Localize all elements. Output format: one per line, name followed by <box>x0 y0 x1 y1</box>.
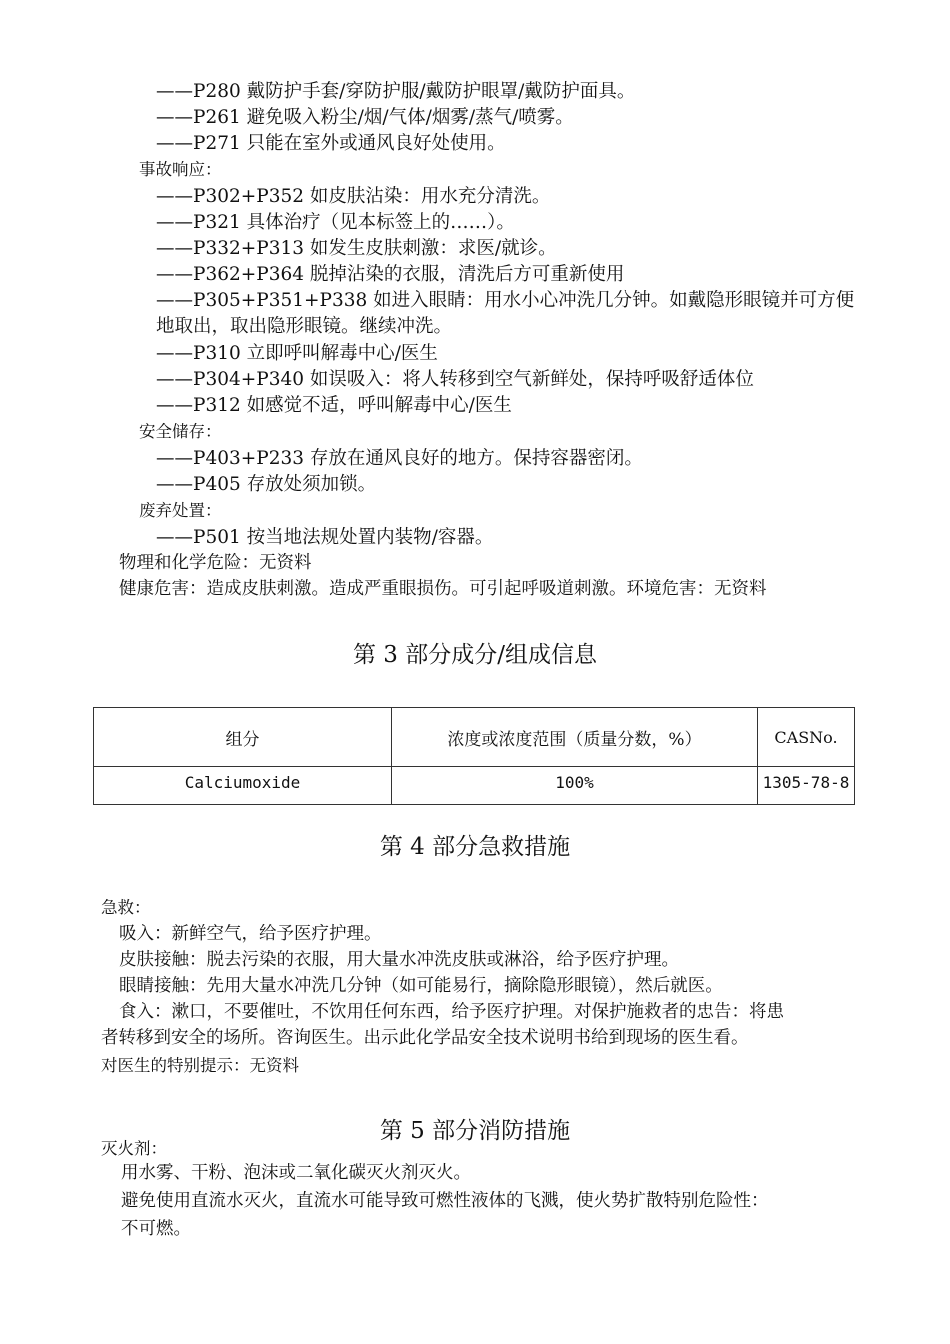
first-aid-line: 者转移到安全的场所。咨询医生。出示此化学品安全技术说明书给到现场的医生看。 <box>101 1028 749 1048</box>
extinguishing-label: 灭火剂： <box>101 1139 167 1158</box>
physician-note: 对医生的特别提示：无资料 <box>101 1056 299 1075</box>
first-aid-line: 皮肤接触：脱去污染的衣服，用大量水冲洗皮肤或淋浴，给予医疗护理。 <box>119 950 679 970</box>
precaution-line: ——P261 避免吸入粉尘/烟/气体/烟雾/蒸气/喷雾。 <box>156 107 574 128</box>
first-aid-label: 急救： <box>101 898 151 917</box>
first-aid-line: 食入：漱口，不要催吐，不饮用任何东西，给予医疗护理。对保护施救者的忠告：将患 <box>119 1002 784 1022</box>
hazard-line: 物理和化学危险：无资料 <box>119 553 312 573</box>
response-label: 事故响应： <box>139 160 222 179</box>
column-header: 浓度或浓度范围（质量分数，%） <box>392 708 758 767</box>
storage-line: ——P405 存放处须加锁。 <box>156 474 377 495</box>
response-line: ——P305+P351+P338 如进入眼睛：用水小心冲洗几分钟。如戴隐形眼镜并可方便 <box>156 290 855 311</box>
response-line: ——P312 如感觉不适，呼叫解毒中心/医生 <box>156 395 512 416</box>
response-line: ——P304+P340 如误吸入：将人转移到空气新鲜处，保持呼吸舒适体位 <box>156 369 754 390</box>
extinguishing-line: 用水雾、干粉、泡沫或二氧化碳灭火剂灭火。 <box>121 1163 471 1183</box>
column-header: 组分 <box>94 708 392 767</box>
response-line: ——P310 立即呼叫解毒中心/医生 <box>156 343 438 364</box>
component-cell: Calciumoxide <box>94 767 392 805</box>
column-header: CASNo. <box>758 708 855 767</box>
concentration-cell: 100% <box>392 767 758 805</box>
composition-table <box>93 707 855 805</box>
extinguishing-line: 不可燃。 <box>121 1219 191 1239</box>
storage-line: ——P403+P233 存放在通风良好的地方。保持容器密闭。 <box>156 448 643 469</box>
response-line: 地取出，取出隐形眼镜。继续冲洗。 <box>156 316 453 337</box>
hazard-line: 健康危害：造成皮肤刺激。造成严重眼损伤。可引起呼吸道刺激。环境危害：无资料 <box>119 579 767 599</box>
table-header-row <box>94 708 855 767</box>
response-line: ——P321 具体治疗（见本标签上的……）。 <box>156 212 515 233</box>
precaution-line: ——P271 只能在室外或通风良好处使用。 <box>156 133 506 154</box>
response-line: ——P362+P364 脱掉沾染的衣服，清洗后方可重新使用 <box>156 264 625 285</box>
section-5-title: 第 5 部分消防措施 <box>379 1118 571 1144</box>
storage-label: 安全储存： <box>139 422 222 441</box>
response-line: ——P332+P313 如发生皮肤刺激：求医/就诊。 <box>156 238 557 259</box>
section-3-title: 第 3 部分成分/组成信息 <box>352 642 597 668</box>
section-4-title: 第 4 部分急救措施 <box>379 834 571 860</box>
response-line: ——P302+P352 如皮肤沾染：用水充分清洗。 <box>156 186 551 207</box>
table-row <box>94 767 855 805</box>
disposal-label: 废弃处置： <box>139 501 222 520</box>
disposal-line: ——P501 按当地法规处置内装物/容器。 <box>156 527 494 548</box>
first-aid-line: 吸入：新鲜空气，给予医疗护理。 <box>119 924 382 944</box>
precaution-line: ——P280 戴防护手套/穿防护服/戴防护眼罩/戴防护面具。 <box>156 81 636 102</box>
cas-number-cell: 1305-78-8 <box>758 767 855 805</box>
extinguishing-line: 避免使用直流水灭火，直流水可能导致可燃性液体的飞溅，使火势扩散特别危险性： <box>121 1191 769 1211</box>
first-aid-line: 眼睛接触：先用大量水冲洗几分钟（如可能易行，摘除隐形眼镜），然后就医。 <box>119 976 723 996</box>
